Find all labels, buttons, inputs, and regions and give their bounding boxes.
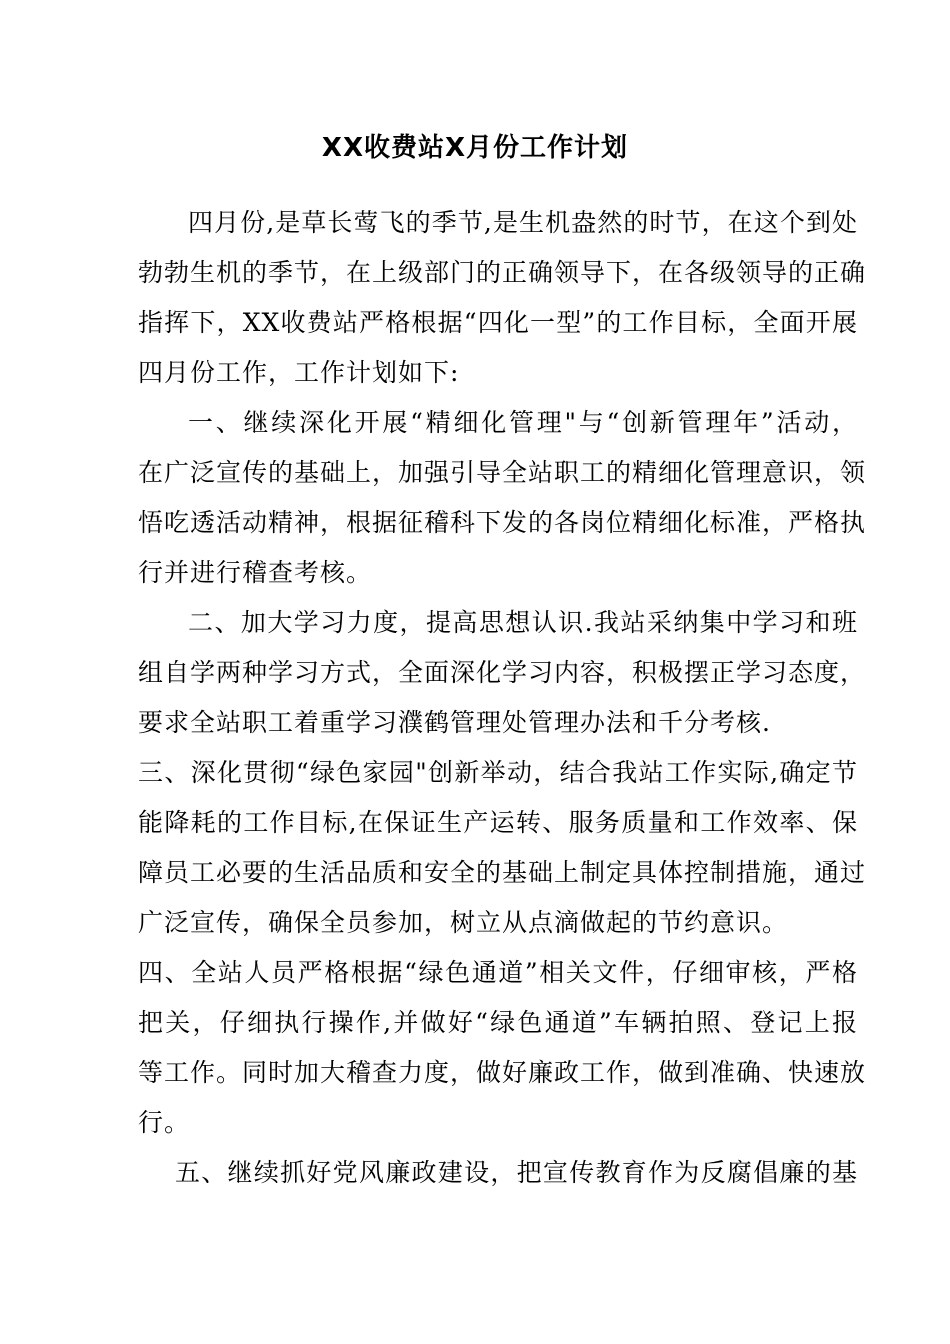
paragraph-line: 勃勃生机的季节，在上级部门的正确领导下，在各级领导的正确 — [138, 258, 867, 287]
paragraph-line: 四月份,是草长莺飞的季节,是生机盎然的时节，在这个到处 — [188, 208, 858, 237]
paragraph-line: 四月份工作，工作计划如下: — [138, 358, 460, 387]
paragraph-line: 悟吃透活动精神，根据征稽科下发的各岗位精细化标准，严格执 — [138, 508, 867, 537]
paragraph-line: 把关，仔细执行操作,并做好“绿色通道”车辆拍照、登记上报 — [138, 1008, 858, 1037]
paragraph-line: 广泛宣传，确保全员参加，树立从点滴做起的节约意识。 — [138, 908, 789, 937]
paragraph-line: 行并进行稽查考核。 — [138, 558, 373, 587]
paragraph-line: 五、继续抓好党风廉政建设，把宣传教育作为反腐倡廉的基 — [175, 1158, 858, 1187]
paragraph-line: 一、继续深化开展“精细化管理"与“创新管理年”活动， — [188, 408, 858, 437]
paragraph-line: 在广泛宣传的基础上，加强引导全站职工的精细化管理意识，领 — [138, 458, 867, 487]
paragraph-line: 四、全站人员严格根据“绿色通道”相关文件，仔细审核，严格 — [138, 958, 858, 987]
paragraph-line: 三、深化贯彻“绿色家园"创新举动，结合我站工作实际,确定节 — [138, 758, 858, 787]
paragraph-line: 等工作。同时加大稽查力度，做好廉政工作，做到准确、快速放 — [138, 1058, 867, 1087]
paragraph-line: 障员工必要的生活品质和安全的基础上制定具体控制措施，通过 — [138, 858, 867, 887]
paragraph-line: 要求全站职工着重学习濮鹤管理处管理办法和千分考核. — [138, 708, 771, 737]
document-title: XX收费站X月份工作计划 — [321, 133, 629, 163]
paragraph-line: 行。 — [138, 1108, 191, 1137]
paragraph-line: 组自学两种学习方式，全面深化学习内容，积极摆正学习态度， — [138, 658, 867, 687]
paragraph-line: 指挥下，XX收费站严格根据“四化一型”的工作目标，全面开展 — [138, 308, 858, 337]
paragraph-line: 二、加大学习力度，提高思想认识.我站采纳集中学习和班 — [188, 608, 858, 637]
paragraph-line: 能降耗的工作目标,在保证生产运转、服务质量和工作效率、保 — [138, 808, 858, 837]
